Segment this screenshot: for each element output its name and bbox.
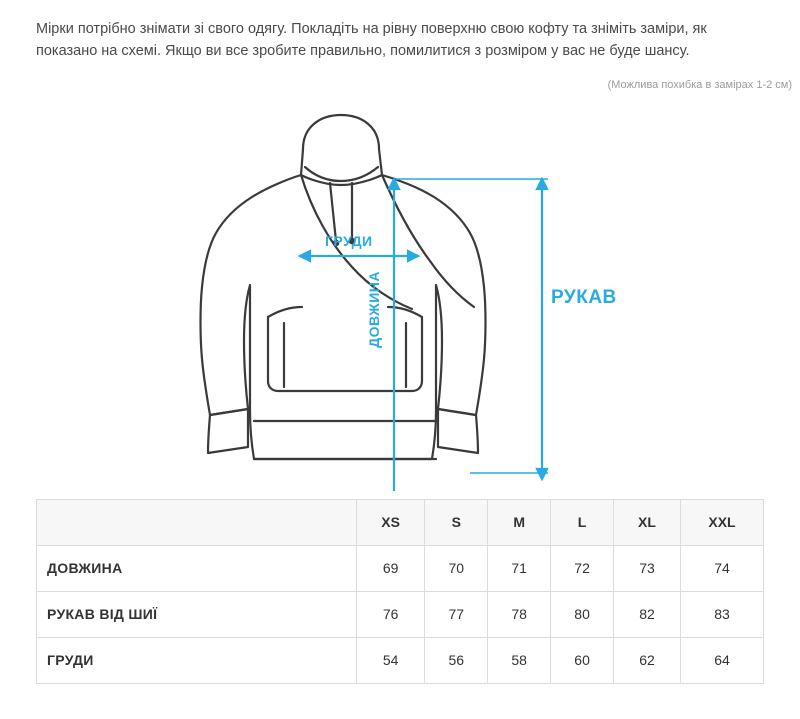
cell-length-s: 70 bbox=[425, 545, 488, 591]
body-outline bbox=[201, 175, 486, 459]
row-label-sleeve: РУКАВ ВІД ШИЇ bbox=[37, 591, 357, 637]
cell-length-xxl: 74 bbox=[680, 545, 763, 591]
column-header-xl: XL bbox=[614, 499, 681, 545]
table-row bbox=[37, 591, 764, 637]
sleeve-arrow-head-bottom bbox=[537, 469, 547, 479]
cell-sleeve-l: 80 bbox=[551, 591, 614, 637]
instructions-text: Мірки потрібно знімати зі свого одягу. Покладіть на рівну поверхню свою кофту та зніміть заміри, як показано на схемі. Якщо ви все зробите правильно, помилитися з розміром у вас не буде шансу. bbox=[36, 21, 707, 60]
size-chart-body bbox=[37, 545, 764, 683]
cell-sleeve-xl: 82 bbox=[614, 591, 681, 637]
cell-chest-l: 60 bbox=[551, 637, 614, 683]
chest-measure-label: ГРУДИ bbox=[325, 232, 373, 249]
column-header-l: L bbox=[551, 499, 614, 545]
tolerance-note bbox=[0, 63, 800, 91]
table-header-row bbox=[37, 499, 764, 545]
raglan-seam-right bbox=[382, 175, 474, 307]
sleeve-arrow-head-top bbox=[537, 179, 547, 189]
column-header-xxl: XXL bbox=[680, 499, 763, 545]
cell-sleeve-m: 78 bbox=[488, 591, 551, 637]
table-row bbox=[37, 637, 764, 683]
hood-opening bbox=[305, 167, 378, 181]
table-corner-cell bbox=[37, 499, 357, 545]
cell-length-xl: 73 bbox=[614, 545, 681, 591]
cell-chest-xl: 62 bbox=[614, 637, 681, 683]
cell-sleeve-xs: 76 bbox=[357, 591, 425, 637]
left-cuff bbox=[208, 409, 248, 453]
cell-chest-xs: 54 bbox=[357, 637, 425, 683]
row-label-chest: ГРУДИ bbox=[37, 637, 357, 683]
size-chart-head bbox=[37, 499, 764, 545]
hoodie-illustration-svg bbox=[0, 91, 800, 491]
pocket-outline bbox=[268, 317, 422, 391]
cell-sleeve-xxl: 83 bbox=[680, 591, 763, 637]
chest-arrow-head-left bbox=[300, 251, 310, 261]
cell-length-m: 71 bbox=[488, 545, 551, 591]
column-header-xs: XS bbox=[357, 499, 425, 545]
cell-chest-m: 58 bbox=[488, 637, 551, 683]
size-chart-table bbox=[36, 499, 764, 684]
row-label-length: ДОВЖИНА bbox=[37, 545, 357, 591]
instructions-paragraph bbox=[0, 0, 800, 63]
hoodie-measurement-diagram bbox=[0, 91, 800, 491]
chest-arrow-head-right bbox=[408, 251, 418, 261]
length-measure-label: ДОВЖИНА bbox=[366, 270, 382, 348]
column-header-m: M bbox=[488, 499, 551, 545]
cell-sleeve-s: 77 bbox=[425, 591, 488, 637]
cell-chest-s: 56 bbox=[425, 637, 488, 683]
right-cuff bbox=[438, 409, 478, 453]
table-row bbox=[37, 545, 764, 591]
sleeve-measure-label: РУКАВ bbox=[551, 286, 617, 308]
cell-length-l: 72 bbox=[551, 545, 614, 591]
hood-outline bbox=[301, 115, 382, 185]
cell-length-xs: 69 bbox=[357, 545, 425, 591]
pocket-left-top bbox=[268, 307, 302, 317]
column-header-s: S bbox=[425, 499, 488, 545]
cell-chest-xxl: 64 bbox=[680, 637, 763, 683]
tolerance-note-text: (Можлива похибка в замірах 1-2 см) bbox=[607, 78, 792, 91]
